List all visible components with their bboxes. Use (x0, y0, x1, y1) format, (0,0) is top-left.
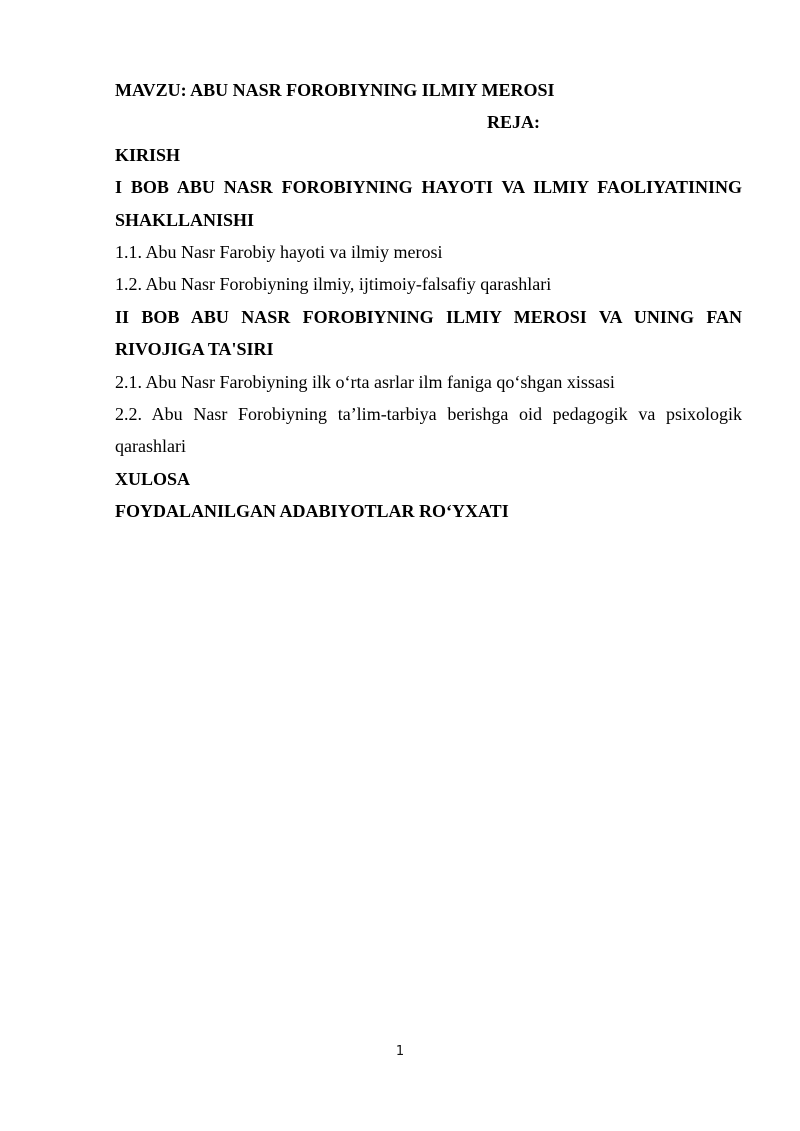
plan-item-section-2-2: 2.2. Abu Nasr Forobiyning ta’lim-tarbiya berishga oid pedagogik va psixologik (115, 404, 742, 425)
plan-heading: REJA: (487, 112, 540, 133)
plan-item-section-2-2-cont: qarashlari (115, 436, 186, 457)
plan-item-section-1-2: 1.2. Abu Nasr Forobiyning ilmiy, ijtimoiy-falsafiy qarashlari (115, 274, 552, 295)
plan-item-chapter-1-title-cont: SHAKLLANISHI (115, 209, 255, 230)
plan-item-references: FOYDALANILGAN ADABIYOTLAR RO‘YXATI (115, 501, 509, 522)
document-content (115, 74, 742, 528)
document-topic: MAVZU: ABU NASR FOROBIYNING ILMIY MEROSI (115, 80, 555, 100)
page-number: 1 (395, 1044, 405, 1059)
plan-item-conclusion: XULOSA (115, 468, 191, 489)
plan-item-chapter-2-title: II BOB ABU NASR FOROBIYNING ILMIY MEROSI VA UNING FAN (115, 306, 742, 327)
plan-item-introduction: KIRISH (115, 144, 181, 165)
plan-item-chapter-2-title-cont: RIVOJIGA TA'SIRI (115, 339, 274, 360)
plan-item-section-2-1: 2.1. Abu Nasr Farobiyning ilk o‘rta asrlar ilm faniga qo‘shgan xissasi (115, 371, 615, 392)
plan-item-chapter-1-title: I BOB ABU NASR FOROBIYNING HAYOTI VA ILMIY FAOLIYATINING (115, 177, 742, 198)
plan-item-section-1-1: 1.1. Abu Nasr Farobiy hayoti va ilmiy merosi (115, 242, 443, 263)
